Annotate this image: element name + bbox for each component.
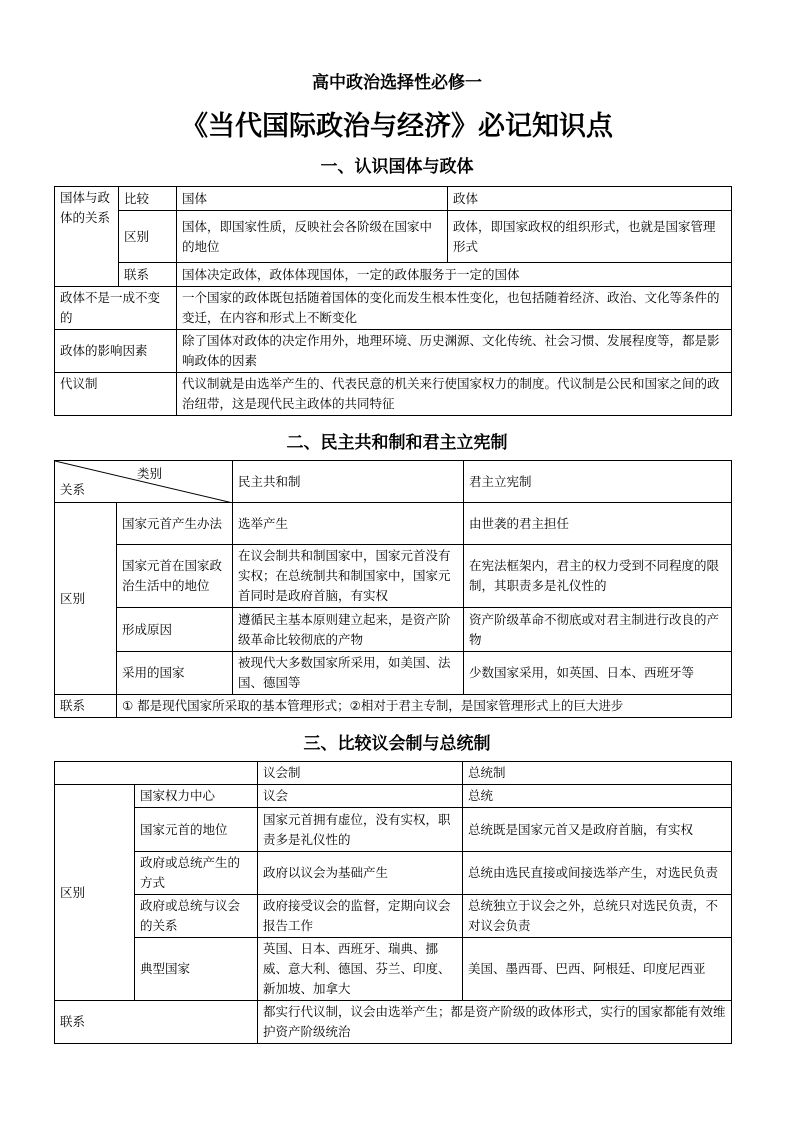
page-subtitle: 高中政治选择性必修一 [312,73,482,93]
section2-table [54,460,732,718]
row-label: 采用的国家 [117,652,233,695]
monarchy-header: 君主立宪制 [464,461,732,503]
section1-table [54,186,732,416]
link-label: 联系 [55,1001,258,1044]
president-cell: 总统由选民直接或间接选举产生，对选民负责 [463,852,732,895]
compare-header: 比较 [119,187,177,211]
president-cell: 总统独立于议会之外，总统只对选民负责，不对议会负责 [463,895,732,938]
diag-bottom-label: 关系 [60,482,86,497]
empty-header-cell [55,762,258,785]
row-label: 典型国家 [135,938,258,1001]
representative-label: 代议制 [55,373,177,416]
republic-cell: 选举产生 [233,503,464,545]
parliament-cell: 政府接受议会的监督，定期向议会报告工作 [258,895,463,938]
parliament-cell: 议会 [258,785,463,808]
republic-cell: 遵循民主基本原则建立起来，是资产阶级革命比较彻底的产物 [233,608,464,652]
section1-heading: 一、认识国体与政体 [320,157,474,177]
page-title: 《当代国际政治与经济》必记知识点 [181,111,613,142]
row-label: 国家权力中心 [135,785,258,808]
section2-heading: 二、民主共和制和君主立宪制 [286,433,508,453]
regime-factors-label: 政体的影响因素 [55,330,177,373]
monarchy-cell: 少数国家采用，如英国、日本、西班牙等 [464,652,732,695]
guoti-header: 国体 [177,187,448,211]
regime-factors-cell: 除了国体对政体的决定作用外，地理环境、历史渊源、文化传统、社会习惯、发展程度等，都是影响政体的因素 [177,330,732,373]
president-cell: 总统 [463,785,732,808]
row-label: 国家元首在国家政治生活中的地位 [117,545,233,608]
row-label: 国家元首的地位 [135,808,258,852]
diff-label: 区别 [119,211,177,263]
president-header: 总统制 [463,762,732,785]
regime-change-label: 政体不是一成不变的 [55,287,177,330]
link-cell: 国体决定政体，政体体现国体，一定的政体服务于一定的国体 [177,263,732,287]
relation-label: 国体与政体的关系 [55,187,119,287]
diff-label: 区别 [55,503,117,695]
monarchy-cell: 由世袭的君主担任 [464,503,732,545]
republic-cell: 被现代大多数国家所采用，如美国、法国、德国等 [233,652,464,695]
republic-cell: 在议会制共和制国家中，国家元首没有实权；在总统制共和制国家中，国家元首同时是政府首脑，有实权 [233,545,464,608]
zhengti-header: 政体 [448,187,732,211]
row-label: 政府或总统与议会的关系 [135,895,258,938]
link-cell: ① 都是现代国家所采取的基本管理形式；②相对于君主专制，是国家管理形式上的巨大进步 [117,695,732,718]
president-cell: 总统既是国家元首又是政府首脑，有实权 [463,808,732,852]
section3-table [54,761,732,1044]
link-cell: 都实行代议制，议会由选举产生；都是资产阶级的政体形式，实行的国家都能有效维护资产阶级统治 [258,1001,732,1044]
row-label: 政府或总统产生的方式 [135,852,258,895]
parliament-cell: 政府以议会为基础产生 [258,852,463,895]
row-label: 形成原因 [117,608,233,652]
parliament-cell: 国家元首拥有虚位，没有实权，职责多是礼仪性的 [258,808,463,852]
representative-cell: 代议制就是由选举产生的、代表民意的机关来行使国家权力的制度。代议制是公民和国家之间的政治纽带，这是现代民主政体的共同特征 [177,373,732,416]
diff-guoti-cell: 国体，即国家性质，反映社会各阶级在国家中的地位 [177,211,448,263]
monarchy-cell: 资产阶级革命不彻底或对君主制进行改良的产物 [464,608,732,652]
row-label: 国家元首产生办法 [117,503,233,545]
link-label: 联系 [119,263,177,287]
diff-zhengti-cell: 政体，即国家政权的组织形式，也就是国家管理形式 [448,211,732,263]
parliament-header: 议会制 [258,762,463,785]
section3-heading: 三、比较议会制与总统制 [303,734,491,754]
category-diagonal-header [55,461,233,503]
link-label: 联系 [55,695,117,718]
parliament-cell: 英国、日本、西班牙、瑞典、挪威、意大利、德国、芬兰、印度、新加坡、加拿大 [258,938,463,1001]
monarchy-cell: 在宪法框架内，君主的权力受到不同程度的限制，其职责多是礼仪性的 [464,545,732,608]
president-cell: 美国、墨西哥、巴西、阿根廷、印度尼西亚 [463,938,732,1001]
regime-change-cell: 一个国家的政体既包括随着国体的变化而发生根本性变化，也包括随着经济、政治、文化等条件的变迁，在内容和形式上不断变化 [177,287,732,330]
republic-header: 民主共和制 [233,461,464,503]
diag-top-label: 类别 [136,466,162,481]
diff-label: 区别 [55,785,135,1001]
